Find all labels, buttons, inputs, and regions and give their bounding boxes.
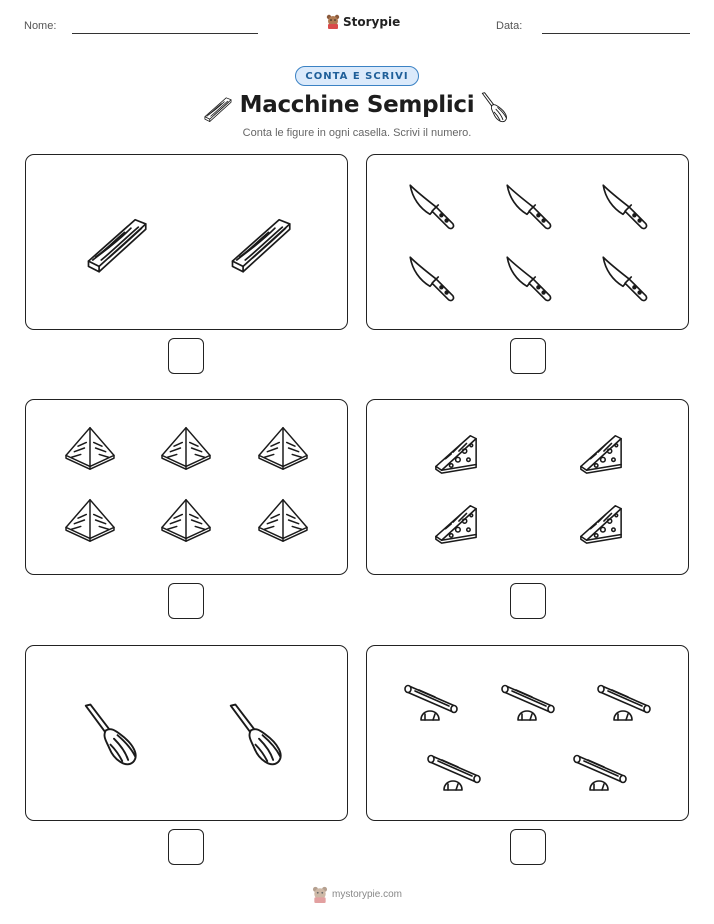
answer-box-4[interactable] bbox=[510, 583, 546, 619]
seesaw-lever-icon bbox=[501, 676, 557, 724]
pyramid-wedge-icon bbox=[255, 496, 311, 544]
answer-box-6[interactable] bbox=[510, 829, 546, 865]
bear-icon bbox=[312, 886, 328, 903]
plank-icon bbox=[80, 207, 150, 277]
instructions: Conta le figure in ogni casella. Scrivi il numero. bbox=[242, 127, 472, 139]
count-box-4 bbox=[366, 399, 689, 575]
screwdriver-icon bbox=[81, 701, 147, 767]
knife-icon bbox=[501, 179, 555, 233]
cheese-wedge-icon bbox=[430, 430, 482, 476]
knife-icon bbox=[597, 179, 651, 233]
knife-icon bbox=[404, 179, 458, 233]
brand-name: Storypie bbox=[343, 14, 401, 29]
count-box-6 bbox=[366, 645, 689, 821]
pyramid-wedge-icon bbox=[62, 496, 118, 544]
brand-logo bbox=[326, 14, 400, 29]
pyramid-wedge-icon bbox=[255, 424, 311, 472]
screwdriver-icon bbox=[480, 90, 512, 124]
seesaw-lever-icon bbox=[427, 746, 483, 794]
cheese-wedge-icon bbox=[430, 500, 482, 546]
knife-icon bbox=[501, 251, 555, 305]
seesaw-lever-icon bbox=[404, 676, 460, 724]
pyramid-wedge-icon bbox=[158, 496, 214, 544]
name-field[interactable] bbox=[72, 33, 258, 34]
pyramid-wedge-icon bbox=[62, 424, 118, 472]
knife-icon bbox=[597, 251, 651, 305]
page-title: Macchine Semplici bbox=[239, 92, 475, 118]
bear-icon bbox=[326, 14, 340, 29]
screwdriver-icon bbox=[226, 701, 292, 767]
date-label: Data: bbox=[496, 20, 523, 32]
count-box-2 bbox=[366, 154, 689, 330]
cheese-wedge-icon bbox=[575, 430, 627, 476]
answer-box-2[interactable] bbox=[510, 338, 546, 374]
answer-box-1[interactable] bbox=[168, 338, 204, 374]
footer-site: mystorypie.com bbox=[331, 889, 402, 900]
answer-box-5[interactable] bbox=[168, 829, 204, 865]
seesaw-lever-icon bbox=[597, 676, 653, 724]
plank-icon bbox=[224, 207, 294, 277]
cheese-wedge-icon bbox=[575, 500, 627, 546]
count-box-3 bbox=[25, 399, 348, 575]
pyramid-wedge-icon bbox=[158, 424, 214, 472]
knife-icon bbox=[404, 251, 458, 305]
answer-box-3[interactable] bbox=[168, 583, 204, 619]
name-label: Nome: bbox=[24, 20, 57, 32]
seesaw-lever-icon bbox=[573, 746, 629, 794]
count-box-5 bbox=[25, 645, 348, 821]
count-box-1 bbox=[25, 154, 348, 330]
date-field[interactable] bbox=[542, 33, 690, 34]
activity-badge: CONTA E SCRIVI bbox=[295, 66, 418, 86]
footer bbox=[312, 886, 402, 903]
